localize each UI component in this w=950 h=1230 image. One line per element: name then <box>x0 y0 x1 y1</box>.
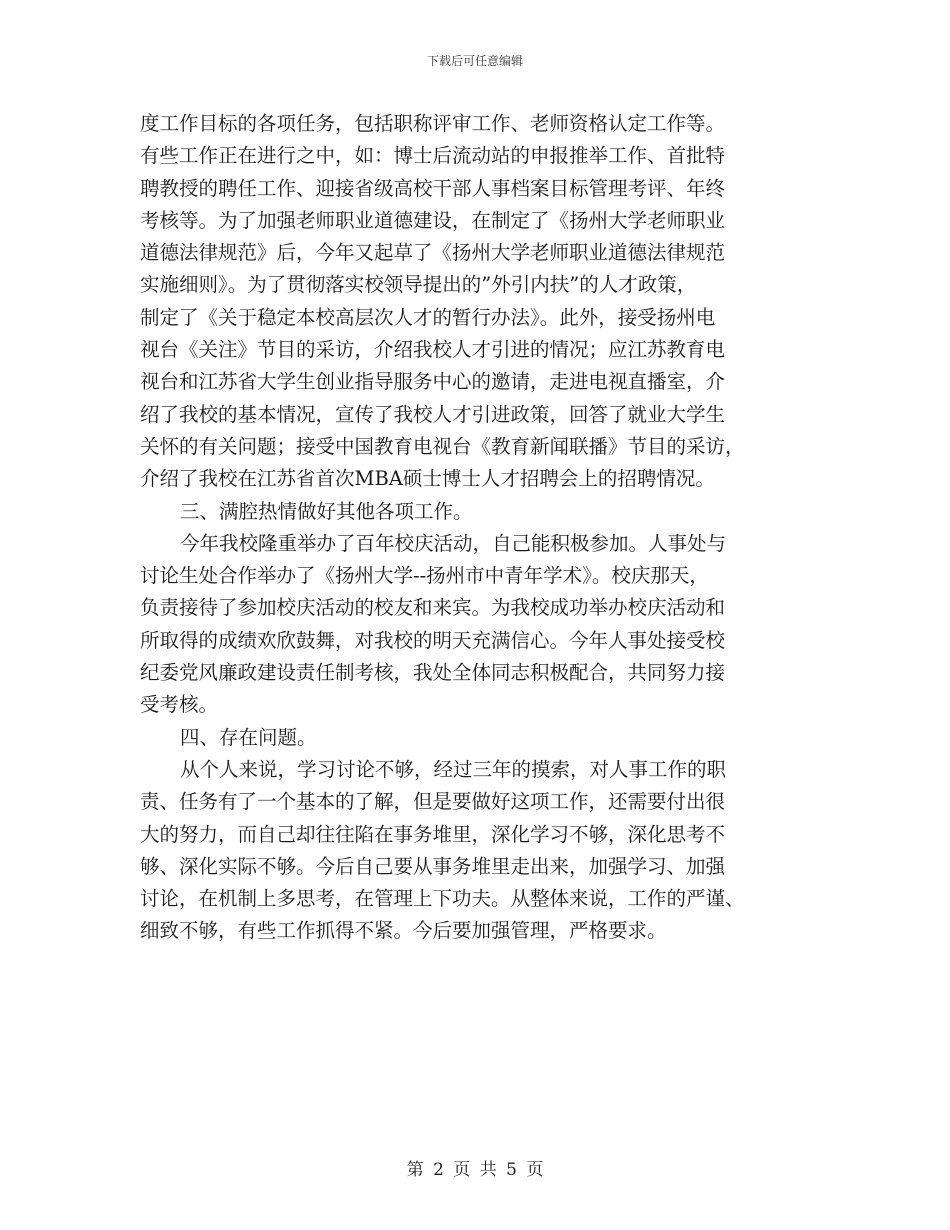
text-line: 讨论，在机制上多思考，在管理上下功夫。从整体来说，工作的严谨、 <box>140 887 745 911</box>
text-line: 介绍了我校在江苏省首次MBA硕士博士人才招聘会上的招聘情况。 <box>140 467 715 491</box>
text-line: 负责接待了参加校庆活动的校友和来宾。为我校成功举办校庆活动和 <box>140 596 726 620</box>
section-heading-3: 三、满腔热情做好其他各项工作。 <box>180 499 473 523</box>
text-line: 视台《关注》节目的采访，介绍我校人才引进的情况；应江苏教育电 <box>140 338 726 362</box>
page-header-note: 下载后可任意编辑 <box>426 54 523 68</box>
text-line: 细致不够，有些工作抓得不紧。今后要加强管理，严格要求。 <box>140 919 667 943</box>
text-line: 今年我校隆重举办了百年校庆活动，自己能积极参加。人事处与 <box>180 531 727 555</box>
text-line: 道德法律规范》后，今年又起草了《扬州大学老师职业道德法律规范 <box>140 241 726 265</box>
text-line: 受考核。 <box>140 693 219 717</box>
document-body <box>140 108 820 948</box>
text-line: 讨论生处合作举办了《扬州大学--扬州市中青年学术》。校庆那天， <box>140 564 709 588</box>
text-line: 绍了我校的基本情况，宣传了我校人才引进政策，回答了就业大学生 <box>140 402 726 426</box>
section-heading-4: 四、存在问题。 <box>180 725 317 749</box>
text-line: 视台和江苏省大学生创业指导服务中心的邀请，走进电视直播室，介 <box>140 370 726 394</box>
page-number: 第 2 页 共 5 页 <box>406 1160 544 1180</box>
text-line: 有些工作正在进行之中，如：博士后流动站的申报推举工作、首批特 <box>140 144 726 168</box>
text-line: 聘教授的聘任工作、迎接省级高校干部人事档案目标管理考评、年终 <box>140 176 726 200</box>
text-line: 制定了《关于稳定本校高层次人才的暂行办法》。此外，接受扬州电 <box>140 305 716 329</box>
text-line: 关怀的有关问题；接受中国教育电视台《教育新闻联播》节目的采访， <box>140 434 745 458</box>
text-line: 够、深化实际不够。今后自己要从事务堆里走出来，加强学习、加强 <box>140 854 726 878</box>
text-line: 从个人来说，学习讨论不够，经过三年的摸索，对人事工作的职 <box>180 757 727 781</box>
text-line: 实施细则》。为了贯彻落实校领导提出的”外引内扶”的人才政策， <box>140 273 697 297</box>
text-line: 大的努力，而自己却往往陷在事务堆里，深化学习不够，深化思考不 <box>140 822 726 846</box>
text-line: 责、任务有了一个基本的了解，但是要做好这项工作，还需要付出很 <box>140 790 726 814</box>
text-line: 所取得的成绩欢欣鼓舞，对我校的明天充满信心。今年人事处接受校 <box>140 628 726 652</box>
text-line: 度工作目标的各项任务，包括职称评审工作、老师资格认定工作等。 <box>140 112 726 135</box>
text-line: 纪委党风廉政建设责任制考核，我处全体同志积极配合，共同努力接 <box>140 661 726 685</box>
text-line: 考核等。为了加强老师职业道德建设，在制定了《扬州大学老师职业 <box>140 208 726 232</box>
